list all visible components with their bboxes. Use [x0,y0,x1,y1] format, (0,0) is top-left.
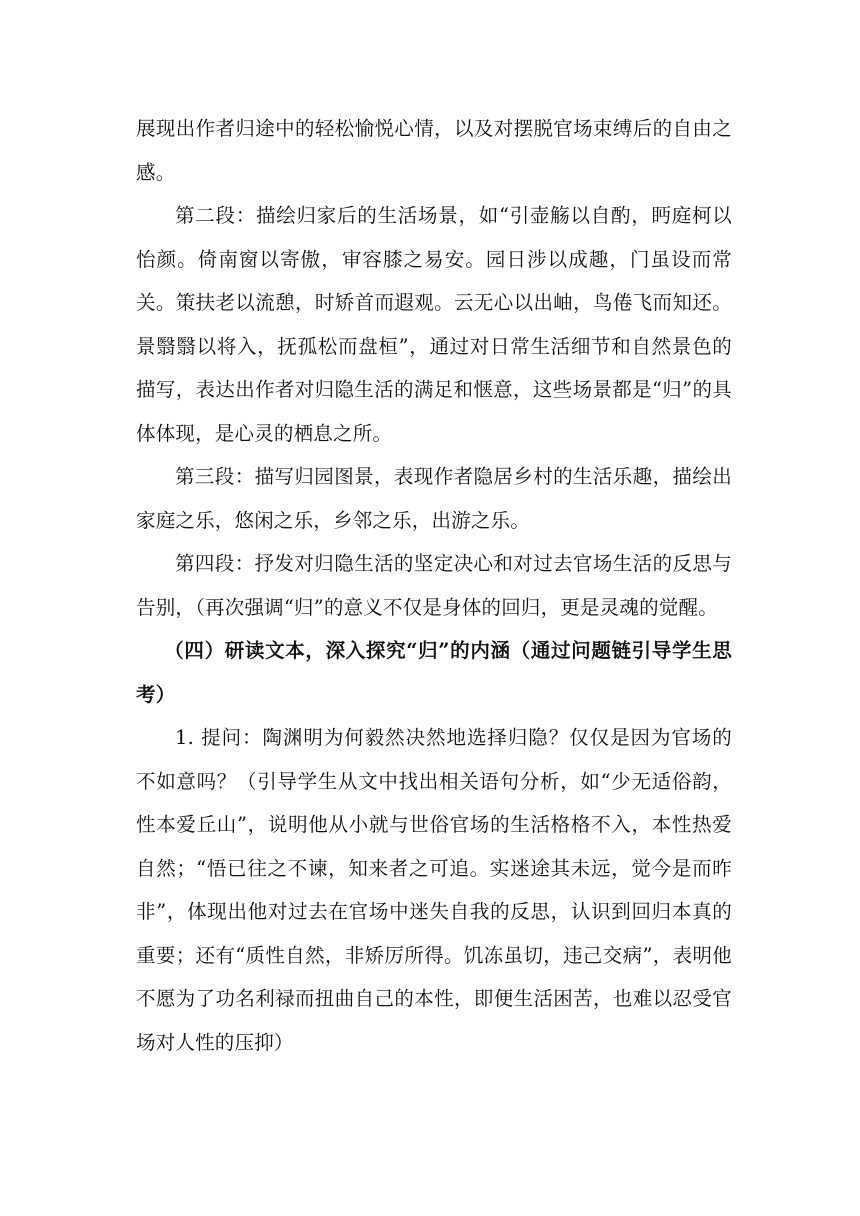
paragraph-section-three: 第三段：描写归园图景，表现作者隐居乡村的生活乐趣，描绘出家庭之乐，悠闲之乐，乡邻之乐，出游之乐。 [136,465,732,532]
paragraph-section-four: 第四段：抒发对归隐生活的坚定决心和对过去官场生活的反思与告别，（再次强调“归”的意义不仅是身体的回归，更是灵魂的觉醒。 [136,552,732,619]
paragraph-section-two: 第二段：描绘归家后的生活场景，如“引壶觞以自酌，眄庭柯以怡颜。倚南窗以寄傲，审容膝之易安。园日涉以成趣，门虽设而常关。策扶老以流憩，时矫首而遐观。云无心以出岫，鸟倦飞而知还。景翳翳以将入，抚孤松而盘桓”，通过对日常生活细节和自然景色的描写，表达出作者对归隐生活的满足和惬意，这些场景都是“归”的具体体现，是心灵的栖息之所。 [136,204,732,445]
paragraph-question-one: 1. 提问：陶渊明为何毅然决然地选择归隐？仅仅是因为官场的不如意吗？（引导学生从文中找出相关语句分析，如“少无适俗韵，性本爱丘山”，说明他从小就与世俗官场的生活格格不入，本性热爱自然；“悟已往之不谏，知来者之可追。实迷途其未远，觉今是而昨非”，体现出他对过去在官场中迷失自我的反思，认识到回归本真的重要；还有“质性自然，非矫厉所得。饥冻虽切，违己交病”，表明他不愿为了功名利禄而扭曲自己的本性，即便生活困苦，也难以忍受官场对人性的压抑） [136,726,732,1054]
section-heading: （四）研读文本，深入探究“归”的内涵（通过问题链引导学生思考） [136,639,732,706]
document-page [136,107,732,1064]
paragraph-continuation: 展现出作者归途中的轻松愉悦心情，以及对摆脱官场束缚后的自由之感。 [136,117,732,184]
